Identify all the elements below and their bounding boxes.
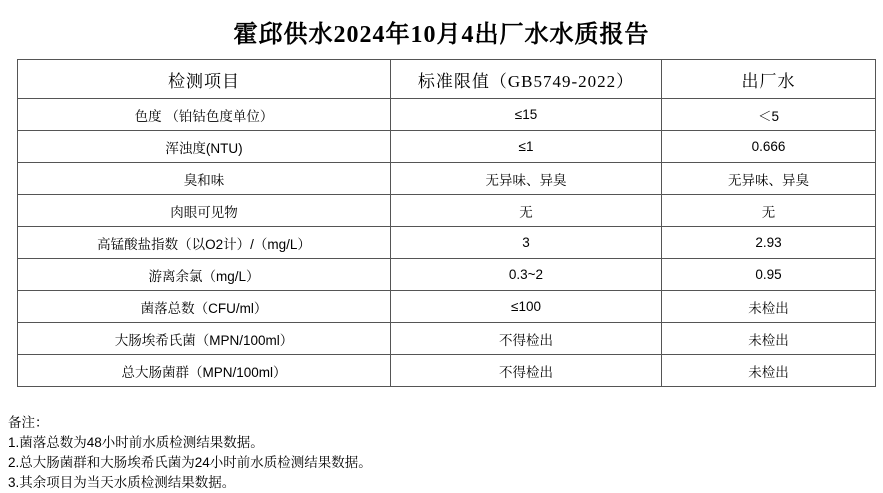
table-row bbox=[18, 355, 876, 387]
notes-label: 备注： bbox=[8, 415, 49, 430]
cell-item: 菌落总数（CFU/ml） bbox=[18, 291, 391, 323]
column-header-standard: 标准限值（GB5749-2022） bbox=[391, 60, 662, 99]
table-body bbox=[18, 99, 876, 387]
cell-standard: 不得检出 bbox=[391, 355, 662, 387]
cell-outlet: 无异味、异臭 bbox=[662, 163, 876, 195]
cell-outlet: 无 bbox=[662, 195, 876, 227]
column-header-outlet: 出厂水 bbox=[662, 60, 876, 99]
table-row bbox=[18, 259, 876, 291]
cell-outlet: ＜5 bbox=[662, 99, 876, 131]
cell-standard: ≤100 bbox=[391, 291, 662, 323]
cell-standard: 3 bbox=[391, 227, 662, 259]
cell-item: 色度 （铂钴色度单位） bbox=[18, 99, 391, 131]
table-header-row bbox=[18, 60, 876, 99]
table-row bbox=[18, 99, 876, 131]
table-row bbox=[18, 291, 876, 323]
table-row bbox=[18, 195, 876, 227]
page-title: 霍邱供水2024年10月4出厂水水质报告 bbox=[233, 22, 650, 48]
note-item: 2.总大肠菌群和大肠埃希氏菌为24小时前水质检测结果数据。 bbox=[8, 455, 372, 470]
table-row bbox=[18, 323, 876, 355]
cell-item: 总大肠菌群（MPN/100ml） bbox=[18, 355, 391, 387]
table-row bbox=[18, 227, 876, 259]
cell-standard: ≤1 bbox=[391, 131, 662, 163]
cell-standard: 无 bbox=[391, 195, 662, 227]
column-header-item: 检测项目 bbox=[18, 60, 391, 99]
cell-outlet: 0.666 bbox=[662, 131, 876, 163]
water-quality-table bbox=[17, 59, 876, 387]
cell-item: 高锰酸盐指数（以O2计）/（mg/L） bbox=[18, 227, 391, 259]
table-header bbox=[18, 60, 876, 99]
cell-item: 肉眼可见物 bbox=[18, 195, 391, 227]
note-item: 3.其余项目为当天水质检测结果数据。 bbox=[8, 475, 236, 490]
cell-item: 臭和味 bbox=[18, 163, 391, 195]
cell-standard: 0.3~2 bbox=[391, 259, 662, 291]
cell-item: 浑浊度(NTU) bbox=[18, 131, 391, 163]
cell-outlet: 未检出 bbox=[662, 291, 876, 323]
cell-outlet: 未检出 bbox=[662, 323, 876, 355]
cell-outlet: 未检出 bbox=[662, 355, 876, 387]
table-row bbox=[18, 163, 876, 195]
cell-standard: 无异味、异臭 bbox=[391, 163, 662, 195]
cell-outlet: 2.93 bbox=[662, 227, 876, 259]
table-row bbox=[18, 131, 876, 163]
cell-item: 大肠埃希氏菌（MPN/100ml） bbox=[18, 323, 391, 355]
cell-standard: ≤15 bbox=[391, 99, 662, 131]
notes-section bbox=[8, 413, 875, 493]
cell-item: 游离余氯（mg/L） bbox=[18, 259, 391, 291]
cell-outlet: 0.95 bbox=[662, 259, 876, 291]
cell-standard: 不得检出 bbox=[391, 323, 662, 355]
note-item: 1.菌落总数为48小时前水质检测结果数据。 bbox=[8, 435, 264, 450]
